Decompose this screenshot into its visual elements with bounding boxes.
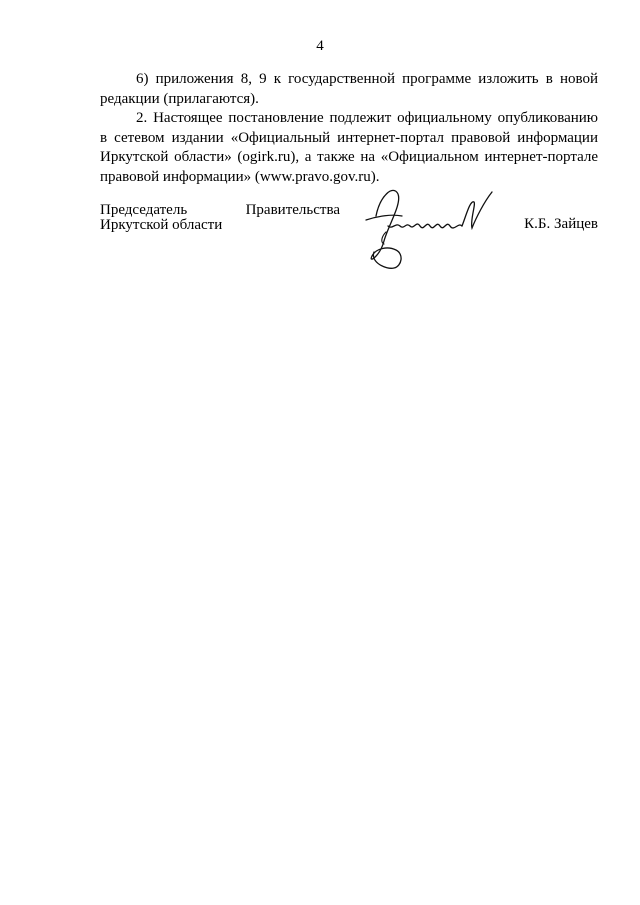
page-number: 4: [316, 38, 324, 54]
signatory-name: К.Б. Зайцев: [524, 216, 598, 232]
signature-block: [100, 200, 598, 280]
signatory-title-line2: Иркутской области: [100, 217, 223, 233]
document-body: [100, 70, 598, 187]
handwritten-signature: [358, 186, 498, 272]
signatory-title-word2: Правительства: [245, 202, 340, 218]
signatory-title-word1: Председатель: [100, 202, 188, 218]
paragraph-item-6: 6) приложения 8, 9 к государственной программе изложить в новой редакции (прилагаются).: [100, 71, 598, 107]
paragraph-publication: 2. Настоящее постановление подлежит официальному опубликованию в сетевом издании «Официальный интернет-портал правовой информации Иркутской области» (ogirk.ru), а также на «Официальном интернет-портале правовой информации» (www.pravo.gov.ru).: [100, 110, 598, 185]
